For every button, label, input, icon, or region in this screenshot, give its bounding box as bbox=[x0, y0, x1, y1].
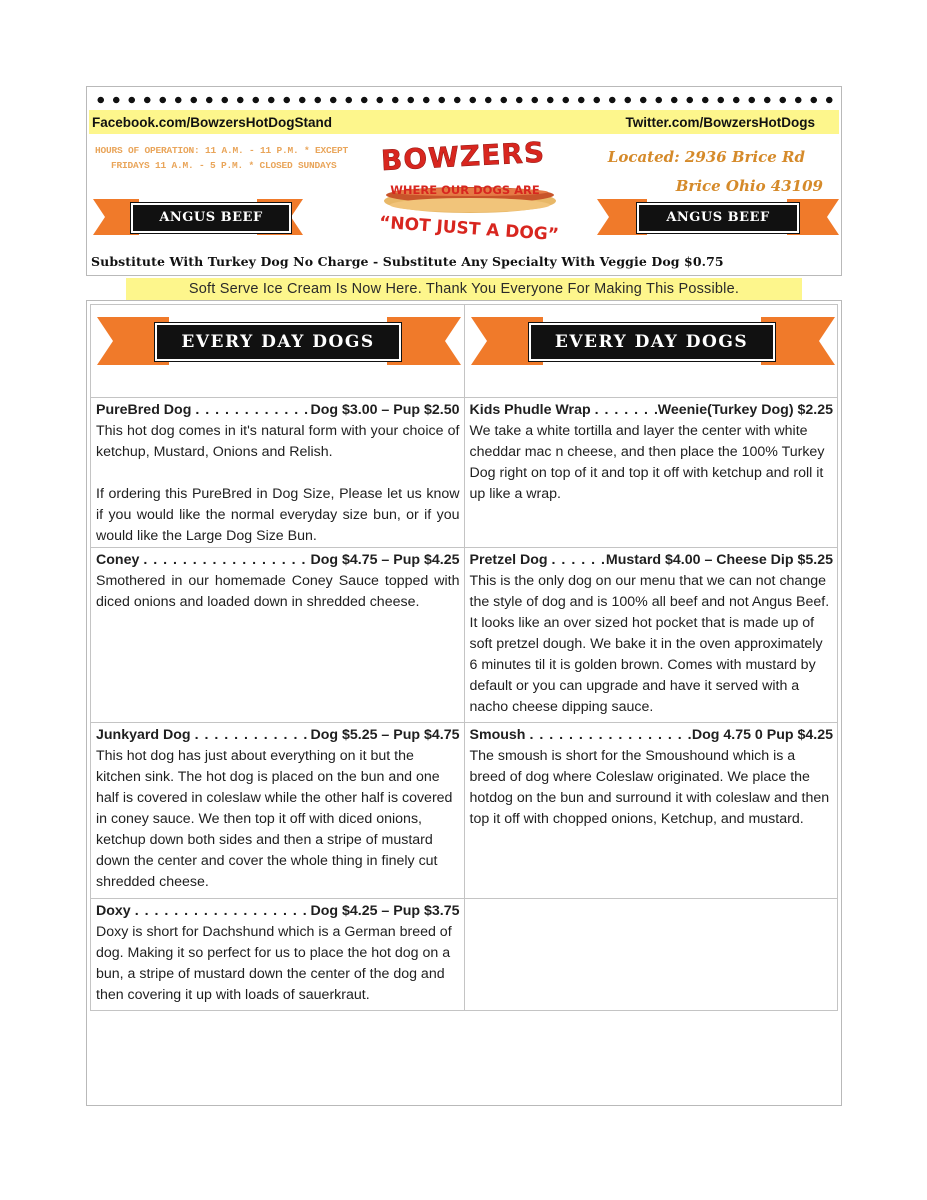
menu-item-title bbox=[96, 550, 460, 571]
ribbon-right bbox=[597, 197, 839, 237]
dot-leader bbox=[525, 725, 691, 746]
header-art bbox=[87, 135, 841, 253]
menu-item-title bbox=[470, 725, 834, 746]
menu-item-description: We take a white tortilla and layer the center with white cheddar mac n cheese, and then place the 100% Turkey Dog right on top of it and top it off with ketchup and roll it up like a wrap. bbox=[469, 423, 825, 502]
menu-item-pretzel-dog bbox=[464, 548, 838, 723]
menu-item-description: This is the only dog on our menu that we can not change the style of dog and is 100% all beef and not Angus Beef. It looks like an over sized hot pocket that is made up of soft pretzel dough. We bake it in the oven approximately 6 minutes til it is golden brown. Comes with mustard by default or you can upgrade and have it served with a nacho cheese dipping sauce. bbox=[469, 573, 830, 715]
menu-item-price: Dog $4.75 – Pup $4.25 bbox=[310, 552, 460, 568]
dot-leader bbox=[191, 725, 311, 746]
table-row bbox=[91, 548, 838, 723]
menu-item-coney bbox=[91, 548, 465, 723]
address-city: Brice Ohio 43109 bbox=[675, 177, 823, 195]
menu-item-name: Coney bbox=[96, 552, 140, 568]
substitute-note: Substitute With Turkey Dog No Charge - Substitute Any Specialty With Veggie Dog $0.75 bbox=[91, 254, 724, 269]
menu-item-title bbox=[96, 901, 460, 922]
location-address bbox=[608, 143, 823, 201]
ribbon-left-label: ANGUS BEEF bbox=[133, 205, 289, 231]
table-row bbox=[91, 398, 838, 548]
menu-item-title bbox=[96, 400, 460, 421]
section-title-right: EVERY DAY DOGS bbox=[531, 325, 773, 359]
dot-leader bbox=[131, 901, 311, 922]
menu-item-description: Smothered in our homemade Coney Sauce topped with diced onions and loaded down in shredded cheese. bbox=[96, 573, 460, 610]
menu-item-name: Smoush bbox=[469, 727, 526, 743]
brand-subtitle: WHERE OUR DOGS ARE bbox=[390, 183, 540, 197]
table-row bbox=[91, 899, 838, 1011]
menu-item-price: Weenie(Turkey Dog) $2.25 bbox=[657, 402, 833, 418]
menu-item-description: Doxy is short for Dachshund which is a German breed of dog. Making it so perfect for us to place the hot dog on a bun, a stripe of mustard down the center of the dog and then covering it up with loads of sauerkraut. bbox=[96, 924, 452, 1003]
menu-item-description: The smoush is short for the Smoushound which is a breed of dog where Coleslaw originated. We place the hotdog on the bun and surround it with coleslaw and then top it off with chopped onions, Ketchup, and mustard. bbox=[469, 748, 830, 827]
menu-item-price: Dog $4.25 – Pup $3.75 bbox=[310, 903, 460, 919]
menu-item-description: This hot dog comes in it's natural form with your choice of ketchup, Mustard, Onions and Relish. bbox=[96, 423, 460, 460]
menu-item-purebred bbox=[91, 398, 465, 548]
ribbon-left bbox=[93, 197, 303, 237]
menu-box bbox=[86, 300, 842, 1106]
menu-item-title bbox=[96, 725, 460, 746]
menu-item-name: Doxy bbox=[96, 903, 131, 919]
menu-item-price: Dog $5.25 – Pup $4.75 bbox=[310, 727, 460, 743]
section-banner-left bbox=[97, 313, 461, 369]
hours-line-2: FRIDAYS 11 A.M. - 5 P.M. * CLOSED SUNDAYS bbox=[111, 160, 337, 171]
menu-item-name: Junkyard Dog bbox=[96, 727, 191, 743]
section-banner-left-cell bbox=[91, 305, 465, 398]
dot-leader bbox=[548, 550, 606, 571]
menu-item-price: Mustard $4.00 – Cheese Dip $5.25 bbox=[605, 552, 833, 568]
menu-item-price: Dog 4.75 0 Pup $4.25 bbox=[691, 727, 833, 743]
menu-item-title bbox=[470, 400, 834, 421]
table-row bbox=[91, 723, 838, 899]
section-banner-right bbox=[471, 313, 835, 369]
hours-line-1: HOURS OF OPERATION: 11 A.M. - 11 P.M. * EXCEPT bbox=[95, 145, 349, 156]
menu-item-name: Kids Phudle Wrap bbox=[469, 402, 591, 418]
facebook-link[interactable]: Facebook.com/BowzersHotDogStand bbox=[92, 114, 333, 130]
dot-leader bbox=[591, 400, 658, 421]
hours-of-operation bbox=[95, 143, 385, 173]
menu-item-description-note: If ordering this PureBred in Dog Size, Please let us know if you would like the normal everyday size bun, or if you would like the Large Dog Size Bun. bbox=[96, 486, 460, 544]
menu-item-title bbox=[470, 550, 834, 571]
menu-item-kids-phudle-wrap bbox=[464, 398, 838, 548]
brand-logo bbox=[365, 135, 561, 178]
ribbon-right-label: ANGUS BEEF bbox=[639, 205, 797, 231]
menu-header-row bbox=[91, 305, 838, 398]
section-title-left: EVERY DAY DOGS bbox=[157, 325, 399, 359]
menu-item-name: PureBred Dog bbox=[96, 402, 192, 418]
section-banner-right-cell bbox=[464, 305, 838, 398]
dotted-border bbox=[93, 95, 837, 105]
menu-item-doxy bbox=[91, 899, 465, 1011]
address-street: Located: 2936 Brice Rd bbox=[607, 148, 805, 166]
dot-leader bbox=[191, 400, 310, 421]
twitter-link[interactable]: Twitter.com/BowzersHotDogs bbox=[625, 114, 815, 130]
menu-table bbox=[90, 304, 838, 1011]
menu-item-price: Dog $3.00 – Pup $2.50 bbox=[310, 402, 460, 418]
menu-item-junkyard-dog bbox=[91, 723, 465, 899]
announcement-banner: Soft Serve Ice Cream Is Now Here. Thank You Everyone For Making This Possible. bbox=[126, 278, 802, 300]
brand-tagline: “NOT JUST A DOG” bbox=[378, 212, 560, 246]
empty-cell bbox=[464, 899, 838, 1011]
dot-leader bbox=[139, 550, 310, 571]
menu-item-name: Pretzel Dog bbox=[469, 552, 548, 568]
menu-item-smoush bbox=[464, 723, 838, 899]
header-box bbox=[86, 86, 842, 276]
menu-item-description: This hot dog has just about everything on it but the kitchen sink. The hot dog is placed on the bun and one half is covered in coleslaw while the other half is covered in coney sauce. We then top it off with diced onions, ketchup down both sides and then a stripe of mustard down the center and cover the whole thing in finely cut shredded cheese. bbox=[96, 748, 453, 890]
social-bar bbox=[89, 110, 839, 134]
brand-name: BOWZERS bbox=[380, 135, 546, 178]
